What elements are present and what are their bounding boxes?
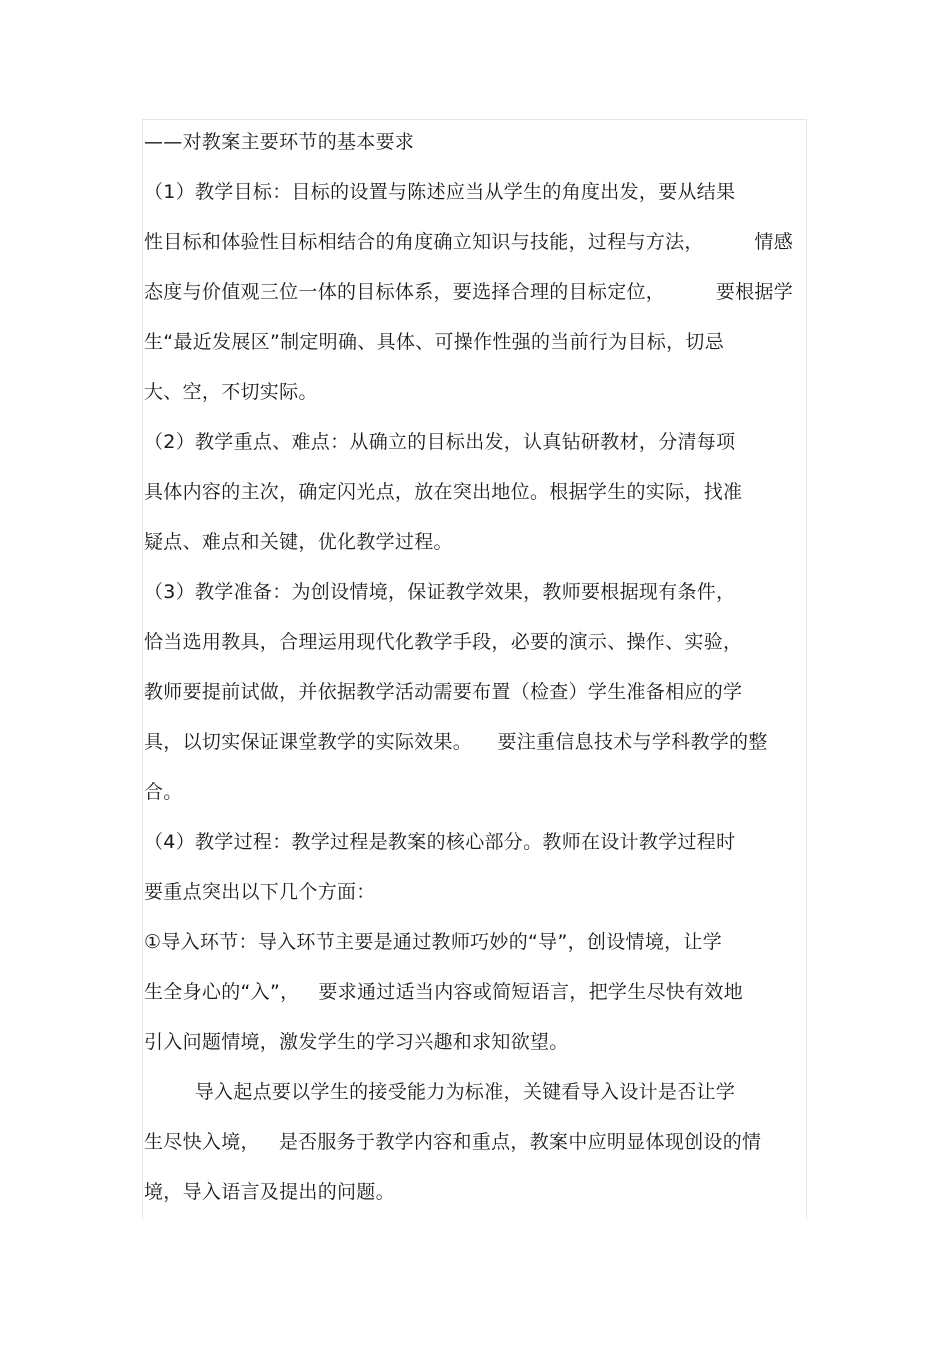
text-line: 生“最近发展区”制定明确、具体、可操作性强的当前行为目标，切忌 xyxy=(144,331,724,353)
text-line: 具体内容的主次，确定闪光点，放在突出地位。根据学生的实际，找准 xyxy=(144,481,743,503)
text-line: 生尽快入境， 是否服务于教学内容和重点，教案中应明显体现创设的情 xyxy=(144,1131,762,1153)
text-line: 境，导入语言及提出的问题。 xyxy=(144,1181,395,1203)
text-line: 合。 xyxy=(144,781,183,803)
text-line: （2）教学重点、难点：从确立的目标出发，认真钻研教材，分清每项 xyxy=(144,431,736,453)
text-line: 态度与价值观三位一体的目标体系，要选择合理的目标定位， 要根据学 xyxy=(144,281,794,303)
text-line-heading: ——对教案主要环节的基本要求 xyxy=(144,131,415,153)
text-line: （3）教学准备：为创设情境，保证教学效果，教师要根据现有条件， xyxy=(144,581,736,603)
text-line: 引入问题情境，激发学生的学习兴趣和求知欲望。 xyxy=(144,1031,569,1053)
text-line: 具，以切实保证课堂教学的实际效果。 要注重信息技术与学科教学的整 xyxy=(144,731,768,753)
text-line: 导入起点要以学生的接受能力为标准，关键看导入设计是否让学 xyxy=(144,1081,736,1103)
text-line: （1）教学目标：目标的设置与陈述应当从学生的角度出发，要从结果 xyxy=(144,181,736,203)
text-line: 大、空，不切实际。 xyxy=(144,381,318,403)
text-line: （4）教学过程：教学过程是教案的核心部分。教师在设计教学过程时 xyxy=(144,831,736,853)
text-line: 性目标和体验性目标相结合的角度确立知识与技能，过程与方法， 情感 xyxy=(144,231,794,253)
text-line: 恰当选用教具，合理运用现代化教学手段，必要的演示、操作、实验， xyxy=(144,631,743,653)
text-line: 要重点突出以下几个方面： xyxy=(144,881,376,903)
text-line: ①导入环节：导入环节主要是通过教师巧妙的“导”，创设情境，让学 xyxy=(144,931,723,953)
text-line: 疑点、难点和关键，优化教学过程。 xyxy=(144,531,453,553)
text-line: 教师要提前试做，并依据教学活动需要布置（检查）学生准备相应的学 xyxy=(144,681,743,703)
text-line: 生全身心的“入”， 要求通过适当内容或简短语言，把学生尽快有效地 xyxy=(144,981,744,1003)
